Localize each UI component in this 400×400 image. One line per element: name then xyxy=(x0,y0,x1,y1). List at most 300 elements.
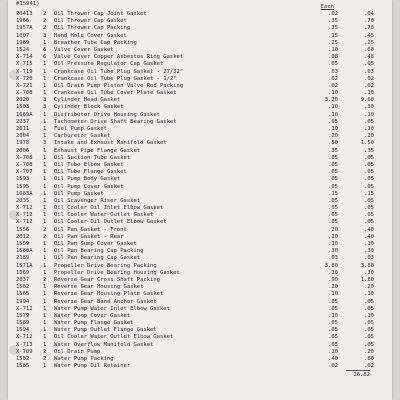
list-item xyxy=(16,299,388,306)
part-number: X-708 xyxy=(16,154,33,161)
list-item xyxy=(16,313,388,320)
part-number: 2237 xyxy=(16,118,30,125)
part-number: X-721 xyxy=(16,82,33,89)
unit-price: .20 xyxy=(328,233,338,240)
line-total: .15 xyxy=(364,190,374,197)
list-item xyxy=(16,270,388,277)
line-total: .05 xyxy=(364,298,374,305)
line-total: .10 xyxy=(364,90,374,97)
line-total: .05 xyxy=(364,183,374,190)
quantity: 1 xyxy=(43,176,47,183)
unit-price: .05 xyxy=(328,212,338,219)
unit-price: .05 xyxy=(328,154,338,161)
list-item xyxy=(16,342,388,349)
part-description: Oil Tube Flange Gasket xyxy=(54,169,127,176)
quantity: 1 xyxy=(43,190,47,197)
line-total: .10 xyxy=(364,111,374,118)
part-number: 1957A xyxy=(16,25,33,32)
quantity: 1 xyxy=(43,118,47,125)
line-total: .02 xyxy=(364,75,374,82)
line-total: .05 xyxy=(364,334,374,341)
part-number: X-712 xyxy=(16,334,33,341)
part-description: Cylinder Head Gasket xyxy=(54,97,121,104)
part-number: 1603A xyxy=(16,190,33,197)
list-item xyxy=(16,320,388,327)
unit-price: .08 xyxy=(328,54,338,61)
list-item xyxy=(16,363,388,370)
part-number: 2011 xyxy=(16,126,30,132)
part-number: 1569 xyxy=(16,269,30,276)
unit-price: .05 xyxy=(328,327,338,334)
part-number: 1966 xyxy=(16,18,30,25)
unit-price: .10 xyxy=(328,111,338,118)
list-item xyxy=(16,263,388,270)
part-description: Propeller Drive Bearing Housing Gasket xyxy=(54,269,180,276)
quantity: 6 xyxy=(43,54,47,61)
part-description: Reverse Gear Cross Shaft Packing xyxy=(54,276,160,283)
line-total: .10 xyxy=(364,291,374,298)
list-item xyxy=(16,291,388,298)
part-number: X-707 xyxy=(16,169,33,176)
quantity: 2 xyxy=(43,233,47,240)
part-description: Fuel Pump Gasket xyxy=(54,126,107,132)
part-number: 1560A xyxy=(16,248,33,255)
quantity: 1 xyxy=(43,262,47,269)
list-item xyxy=(16,234,388,241)
each-column-header: Each xyxy=(320,4,334,10)
part-description: Crankcase Oil Tube Plug Gasket - 1/2" xyxy=(54,75,177,82)
part-number: X-720 xyxy=(16,75,33,82)
list-item xyxy=(16,47,388,54)
part-description: Water Pump Packing xyxy=(54,356,114,362)
part-number: 1589 xyxy=(16,320,30,327)
line-total: .25 xyxy=(364,39,374,46)
quantity: 1 xyxy=(43,269,47,276)
unit-price: .03 xyxy=(328,255,338,262)
list-item xyxy=(16,176,388,183)
list-item xyxy=(16,40,388,47)
part-number: 2006 xyxy=(16,147,30,154)
part-description: Oil Thrower Cap Gasket xyxy=(54,18,127,25)
quantity: 3 xyxy=(43,97,47,104)
part-number: 2012 xyxy=(16,233,30,240)
unit-price: .50 xyxy=(328,140,338,147)
quantity: 1 xyxy=(43,39,47,46)
line-total: .45 xyxy=(364,32,374,39)
part-description: Carburetor Gasket xyxy=(54,133,111,140)
part-description: Oil Pump Cover Gasket xyxy=(54,183,124,190)
part-number: 1669A xyxy=(16,111,33,118)
list-item xyxy=(16,140,388,147)
part-number: X-708 xyxy=(16,90,33,97)
line-total: 1.50 xyxy=(360,140,374,147)
part-number: X-709 xyxy=(16,348,33,355)
line-total: .05 xyxy=(364,305,374,312)
part-number: 1562 xyxy=(16,284,30,291)
unit-price: .20 xyxy=(328,284,338,291)
quantity: 1 xyxy=(43,284,47,291)
part-number: 1595 xyxy=(16,183,30,190)
part-description: Tachometer Drive Shaft Bearing Gasket xyxy=(54,118,177,125)
part-description: Oil Cooler Oil Outlet Elbow Gasket xyxy=(54,219,167,226)
unit-price: .10 xyxy=(328,291,338,298)
unit-price: .90 xyxy=(328,276,338,283)
unit-price: .05 xyxy=(328,169,338,176)
part-number: X-712 xyxy=(16,205,33,212)
part-number: X-719 xyxy=(16,68,33,75)
unit-price: .05 xyxy=(328,205,338,212)
part-description: Exhaust Pipe Flange Gasket xyxy=(54,147,141,154)
part-number: 1585 xyxy=(16,363,30,370)
part-description: Crankcase Oil Tube Cover Plate Gasket xyxy=(54,90,177,97)
part-description: Oil Pump Gasket xyxy=(54,190,104,197)
list-item xyxy=(16,61,388,68)
line-total: .80 xyxy=(364,356,374,362)
part-number: 1556 xyxy=(16,226,30,233)
line-total: .05 xyxy=(364,341,374,348)
line-total: .03 xyxy=(364,68,374,75)
list-item xyxy=(16,133,388,140)
unit-price: .20 xyxy=(328,133,338,140)
part-number: 1978 xyxy=(16,140,30,147)
unit-price: .25 xyxy=(328,39,338,46)
quantity: 1 xyxy=(43,169,47,176)
unit-price: .05 xyxy=(328,334,338,341)
list-item xyxy=(16,349,388,356)
unit-price: .30 xyxy=(328,248,338,255)
quantity: 2 xyxy=(43,348,47,355)
quantity: 3 xyxy=(43,32,47,39)
unit-price: .05 xyxy=(328,341,338,348)
line-total: 1.80 xyxy=(360,276,374,283)
part-number: X-713 xyxy=(16,341,33,348)
line-total: 9.60 xyxy=(360,97,374,104)
unit-price: .10 xyxy=(328,241,338,247)
unit-price: .35 xyxy=(328,25,338,32)
quantity: 2 xyxy=(43,18,47,25)
unit-price: .10 xyxy=(328,90,338,97)
part-number: 1594 xyxy=(16,327,30,334)
list-item xyxy=(16,184,388,191)
unit-price: .10 xyxy=(328,46,338,53)
line-total: .70 xyxy=(364,25,374,32)
part-description: Water Pump Flange Gasket xyxy=(54,320,134,327)
part-number: X-712 xyxy=(16,212,33,219)
quantity: 1 xyxy=(43,183,47,190)
unit-price: .02 xyxy=(328,75,338,82)
part-number: 1007 xyxy=(16,32,30,39)
part-number: X-715 xyxy=(16,61,33,68)
part-description: Valve Cover Gasket xyxy=(54,46,114,53)
part-description: Crankcase Oil Tube Plug Gasket - 27/32" xyxy=(54,68,184,75)
part-number: 1579 xyxy=(16,312,30,319)
list-item xyxy=(16,148,388,155)
quantity: 1 xyxy=(43,154,47,161)
unit-price: .05 xyxy=(328,61,338,68)
line-total: .05 xyxy=(364,161,374,168)
line-total: .03 xyxy=(364,255,374,262)
list-item xyxy=(16,219,388,226)
part-description: Oil Cooler Oil Inlet Elbow Gasket xyxy=(54,205,164,212)
part-description: Hand Hole Cover Gasket xyxy=(54,32,127,39)
list-item xyxy=(16,241,388,248)
quantity: 6 xyxy=(43,46,47,53)
part-number: 2020 xyxy=(16,97,30,104)
part-number: 1593 xyxy=(16,176,30,183)
list-item xyxy=(16,104,388,111)
quantity: 1 xyxy=(43,197,47,204)
line-total: .35 xyxy=(364,147,374,154)
unit-price: 3.20 xyxy=(324,97,338,104)
quantity: 1 xyxy=(43,363,47,370)
quantity: 1 xyxy=(43,75,47,82)
list-item xyxy=(16,212,388,219)
quantity: 2 xyxy=(43,25,47,32)
part-description: Oil Pressure Regulator Cap Gasket xyxy=(54,61,164,68)
part-number: 2035 xyxy=(16,197,30,204)
part-description: Oil Pan Bearing Cap Gasket xyxy=(54,255,141,262)
unit-price: .05 xyxy=(328,298,338,305)
list-item xyxy=(16,83,388,90)
unit-price: .05 xyxy=(328,219,338,226)
part-number: 2037 xyxy=(16,276,30,283)
unit-price: .05 xyxy=(328,183,338,190)
list-item xyxy=(16,126,388,133)
quantity: 1 xyxy=(43,334,47,341)
quantity: 3 xyxy=(43,140,47,147)
quantity: 3 xyxy=(43,104,47,111)
quantity: 2 xyxy=(43,276,47,283)
part-number: X-712 xyxy=(16,219,33,226)
quantity: 2 xyxy=(43,11,47,17)
line-total: .10 xyxy=(364,312,374,319)
unit-price: .03 xyxy=(328,68,338,75)
list-item xyxy=(16,54,388,61)
list-item xyxy=(16,112,388,119)
quantity: 1 xyxy=(43,111,47,118)
line-total: .10 xyxy=(364,126,374,132)
quantity: 1 xyxy=(43,327,47,334)
list-item xyxy=(16,119,388,126)
quantity: 1 xyxy=(43,133,47,140)
part-number: 1565 xyxy=(16,291,30,298)
quantity: 1 xyxy=(43,255,47,262)
unit-price: .05 xyxy=(328,197,338,204)
document-page xyxy=(8,0,392,400)
unit-price: .15 xyxy=(328,32,338,39)
quantity: 1 xyxy=(43,205,47,212)
unit-price: .10 xyxy=(328,348,338,355)
part-description: Oil Tube Elbow Gasket xyxy=(54,161,124,168)
list-item xyxy=(16,255,388,262)
list-item xyxy=(16,306,388,313)
line-total: .05 xyxy=(364,197,374,204)
line-total: .05 xyxy=(364,320,374,327)
quantity: 1 xyxy=(43,241,47,247)
list-item xyxy=(16,169,388,176)
line-total: .02 xyxy=(364,82,374,89)
quantity: 1 xyxy=(43,312,47,319)
line-total: .30 xyxy=(364,104,374,111)
part-description: Oil Thrower Cap Joint Gasket xyxy=(54,11,147,17)
part-description: Oil Cooler Water Outlet Gasket xyxy=(54,212,154,219)
line-total: .02 xyxy=(364,363,374,370)
part-number: 1559 xyxy=(16,241,30,247)
part-description: Reverse Gear Band Anchor Gasket xyxy=(54,298,157,305)
unit-price: .05 xyxy=(328,320,338,327)
list-item xyxy=(16,284,388,291)
line-total: .05 xyxy=(364,118,374,125)
unit-price: .02 xyxy=(328,11,338,17)
line-total: .05 xyxy=(364,176,374,183)
list-item xyxy=(16,33,388,40)
part-number: 1524 xyxy=(16,46,30,53)
unit-price: .40 xyxy=(328,356,338,362)
unit-price: .20 xyxy=(328,226,338,233)
unit-price: .02 xyxy=(328,363,338,370)
unit-price: .10 xyxy=(328,104,338,111)
list-item xyxy=(16,90,388,97)
line-total: .10 xyxy=(364,241,374,247)
quantity: 1 xyxy=(43,305,47,312)
part-description: Oil Drain Pump Piston Valve Rod Packing xyxy=(54,82,184,89)
part-number: X-714 xyxy=(16,54,33,61)
quantity: 1 xyxy=(43,68,47,75)
line-total: .20 xyxy=(364,284,374,291)
part-number: 1582 xyxy=(16,356,30,362)
part-description: Propeller Drive Bearing Packing xyxy=(54,262,157,269)
list-item xyxy=(16,97,388,104)
quantity: 1 xyxy=(43,82,47,89)
list-item xyxy=(16,334,388,341)
quantity: 1 xyxy=(43,320,47,327)
unit-price: .10 xyxy=(328,312,338,319)
quantity: 1 xyxy=(43,291,47,298)
quantity: 1 xyxy=(43,161,47,168)
line-total: .05 xyxy=(364,61,374,68)
part-number: 20413 xyxy=(16,11,33,17)
list-item xyxy=(16,18,388,25)
part-description: Water Overflow Manifold Gasket xyxy=(54,341,154,348)
grand-total: 26.82 xyxy=(346,370,370,379)
quantity: 1 xyxy=(43,126,47,132)
line-total: 3.80 xyxy=(360,262,374,269)
line-total: .20 xyxy=(364,348,374,355)
quantity: 1 xyxy=(43,341,47,348)
unit-price: .05 xyxy=(328,161,338,168)
part-description: Water Pump Cover Gasket xyxy=(54,312,131,319)
list-item xyxy=(16,25,388,32)
part-description: Valve Cover Copper Asbestos Ring Gasket xyxy=(54,54,184,61)
part-number: X-712 xyxy=(16,305,33,312)
list-item xyxy=(16,69,388,76)
line-total: .05 xyxy=(364,205,374,212)
quantity: 2 xyxy=(43,356,47,362)
part-number: X-708 xyxy=(16,161,33,168)
part-number: 1503 xyxy=(16,104,30,111)
unit-price: .10 xyxy=(328,126,338,132)
unit-price: .02 xyxy=(328,82,338,89)
line-total: .05 xyxy=(364,219,374,226)
list-item xyxy=(16,76,388,83)
quantity: 1 xyxy=(43,147,47,154)
quantity: 1 xyxy=(43,61,47,68)
line-total: .05 xyxy=(364,327,374,334)
list-item xyxy=(16,162,388,169)
unit-price: .35 xyxy=(328,18,338,25)
part-description: Water Pump Outlet Flange Gasket xyxy=(54,327,157,334)
part-description: Oil Pan Gasket - Front xyxy=(54,226,127,233)
part-number: 1571A xyxy=(16,262,33,269)
part-description: Oil Pump Body Gasket xyxy=(54,176,121,183)
list-item xyxy=(16,205,388,212)
part-description: Oil Thrower Cap Packing xyxy=(54,25,131,32)
quantity: 1 xyxy=(43,298,47,305)
line-total: .48 xyxy=(364,54,374,61)
line-total: .40 xyxy=(364,226,374,233)
line-total: .05 xyxy=(364,154,374,161)
part-description: Oil Pan Sump Cover Gasket xyxy=(54,241,137,247)
quantity: 1 xyxy=(43,212,47,219)
unit-price: .35 xyxy=(328,147,338,154)
list-item xyxy=(16,198,388,205)
line-total: .04 xyxy=(364,11,374,17)
line-total: .30 xyxy=(364,248,374,255)
part-description: Intake and Exhaust Manifold Gasket xyxy=(54,140,167,147)
list-item xyxy=(16,227,388,234)
line-total: .05 xyxy=(364,169,374,176)
line-total: .40 xyxy=(364,233,374,240)
line-total: .60 xyxy=(364,46,374,53)
part-description: Oil Suction Tube Gasket xyxy=(54,154,131,161)
part-description: Oil Drain Pump xyxy=(54,348,101,355)
parts-list xyxy=(16,11,388,370)
line-total: .70 xyxy=(364,18,374,25)
unit-price: .05 xyxy=(328,118,338,125)
part-number: 2189 xyxy=(16,255,30,262)
part-description: Water Pump Oil Retainer xyxy=(54,363,131,370)
part-description: Breather Tube Cap Packing xyxy=(54,39,137,46)
quantity: 1 xyxy=(43,248,47,255)
unit-price: .05 xyxy=(328,176,338,183)
quantity: 2 xyxy=(43,226,47,233)
part-description: Water Pump Water Inlet Elbow Gasket xyxy=(54,305,170,312)
list-item xyxy=(16,327,388,334)
list-item xyxy=(16,277,388,284)
reference-number: #15941) xyxy=(16,1,40,7)
part-description: Cylinder Block Gasket xyxy=(54,104,124,111)
unit-price: .30 xyxy=(328,269,338,276)
list-item xyxy=(16,191,388,198)
part-description: Oil Pan Bearing Cap Packing xyxy=(54,248,144,255)
line-total: .20 xyxy=(364,133,374,140)
part-description: Reverse Gear Housing Gasket xyxy=(54,284,144,291)
part-description: Oil Scavenger Riser Gasket xyxy=(54,197,141,204)
part-description: Distributor Drive Housing Gasket xyxy=(54,111,160,118)
quantity: 1 xyxy=(43,219,47,226)
part-number: 1994 xyxy=(16,298,30,305)
part-number: 2004 xyxy=(16,133,30,140)
unit-price: .05 xyxy=(328,305,338,312)
list-item xyxy=(16,155,388,162)
unit-price: .15 xyxy=(328,190,338,197)
part-description: Reverse Gear Housing Plate Gasket xyxy=(54,291,164,298)
list-item xyxy=(16,11,388,18)
line-total: .30 xyxy=(364,269,374,276)
list-item xyxy=(16,356,388,363)
quantity: 1 xyxy=(43,90,47,97)
part-number: 1969 xyxy=(16,39,30,46)
